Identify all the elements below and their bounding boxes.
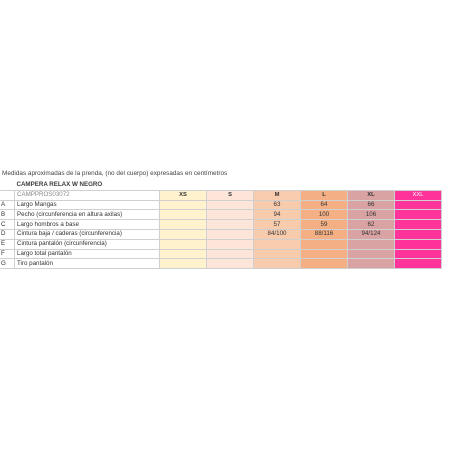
row-letter: C <box>0 220 15 230</box>
size-cell-m <box>254 249 301 259</box>
size-chart <box>0 181 442 269</box>
table-row <box>0 210 442 220</box>
size-cell-m: 94 <box>254 210 301 220</box>
size-cell-xs <box>160 200 207 210</box>
size-cell-s <box>207 210 254 220</box>
size-cell-m: 57 <box>254 220 301 230</box>
table-row <box>0 249 442 259</box>
row-label: Largo Mangas <box>15 200 160 210</box>
size-cell-l: 64 <box>301 200 348 210</box>
row-label: Tiro pantalón <box>15 259 160 269</box>
table-row <box>0 239 442 249</box>
size-cell-m: 63 <box>254 200 301 210</box>
size-cell-xxl <box>395 249 442 259</box>
size-cell-xxl <box>395 210 442 220</box>
size-cell-l <box>301 249 348 259</box>
size-cell-l: 88/116 <box>301 229 348 239</box>
row-letter: F <box>0 249 15 259</box>
size-cell-m <box>254 239 301 249</box>
size-header-xxl: XXL <box>395 190 442 200</box>
product-title: CAMPERA RELAX W NEGRO <box>15 181 160 190</box>
size-cell-xl: 66 <box>348 200 395 210</box>
size-cell-xxl <box>395 220 442 230</box>
size-cell-s <box>207 259 254 269</box>
row-letter: A <box>0 200 15 210</box>
size-cell-xl: 94/124 <box>348 229 395 239</box>
row-letter: D <box>0 229 15 239</box>
size-cell-xl: 106 <box>348 210 395 220</box>
size-cell-l <box>301 259 348 269</box>
size-header-l: L <box>301 190 348 200</box>
size-cell-s <box>207 239 254 249</box>
table-row <box>0 229 442 239</box>
size-cell-s <box>207 220 254 230</box>
size-header-xs: XS <box>160 190 207 200</box>
size-cell-xs <box>160 249 207 259</box>
row-label: Pecho (circunferencia en altura axilas) <box>15 210 160 220</box>
size-cell-xs <box>160 239 207 249</box>
row-letter: G <box>0 259 15 269</box>
title-row-spacer <box>0 181 15 190</box>
size-cell-l: 59 <box>301 220 348 230</box>
table-row <box>0 200 442 210</box>
size-header-xl: XL <box>348 190 395 200</box>
size-header-m: M <box>254 190 301 200</box>
size-cell-m: 84/100 <box>254 229 301 239</box>
product-code: CAMPPROS03072 <box>15 190 160 200</box>
size-cell-l <box>301 239 348 249</box>
size-cell-l: 100 <box>301 210 348 220</box>
measurement-note: Medidas aproximadas de la prenda, (no del cuerpo) expresadas en centímetros <box>2 170 228 177</box>
size-cell-xxl <box>395 259 442 269</box>
row-letter: E <box>0 239 15 249</box>
size-cell-xl <box>348 259 395 269</box>
header-row-spacer <box>0 190 15 200</box>
table-row <box>0 220 442 230</box>
row-letter: B <box>0 210 15 220</box>
size-cell-m <box>254 259 301 269</box>
size-cell-xs <box>160 259 207 269</box>
size-cell-xxl <box>395 200 442 210</box>
size-cell-xl: 62 <box>348 220 395 230</box>
size-cell-s <box>207 229 254 239</box>
size-cell-xs <box>160 210 207 220</box>
size-cell-s <box>207 200 254 210</box>
size-table <box>0 181 442 269</box>
header-row <box>0 190 442 200</box>
title-row <box>0 181 442 190</box>
row-label: Cintura baja / caderas (circunferencia) <box>15 229 160 239</box>
row-label: Largo hombros a base <box>15 220 160 230</box>
size-cell-xl <box>348 239 395 249</box>
size-cell-xxl <box>395 229 442 239</box>
size-cell-xxl <box>395 239 442 249</box>
row-label: Largo total pantalón <box>15 249 160 259</box>
table-row <box>0 259 442 269</box>
size-cell-s <box>207 249 254 259</box>
size-cell-xs <box>160 229 207 239</box>
size-cell-xl <box>348 249 395 259</box>
title-row-blank <box>160 181 442 190</box>
row-label: Cintura pantalón (circunferencia) <box>15 239 160 249</box>
size-cell-xs <box>160 220 207 230</box>
size-header-s: S <box>207 190 254 200</box>
